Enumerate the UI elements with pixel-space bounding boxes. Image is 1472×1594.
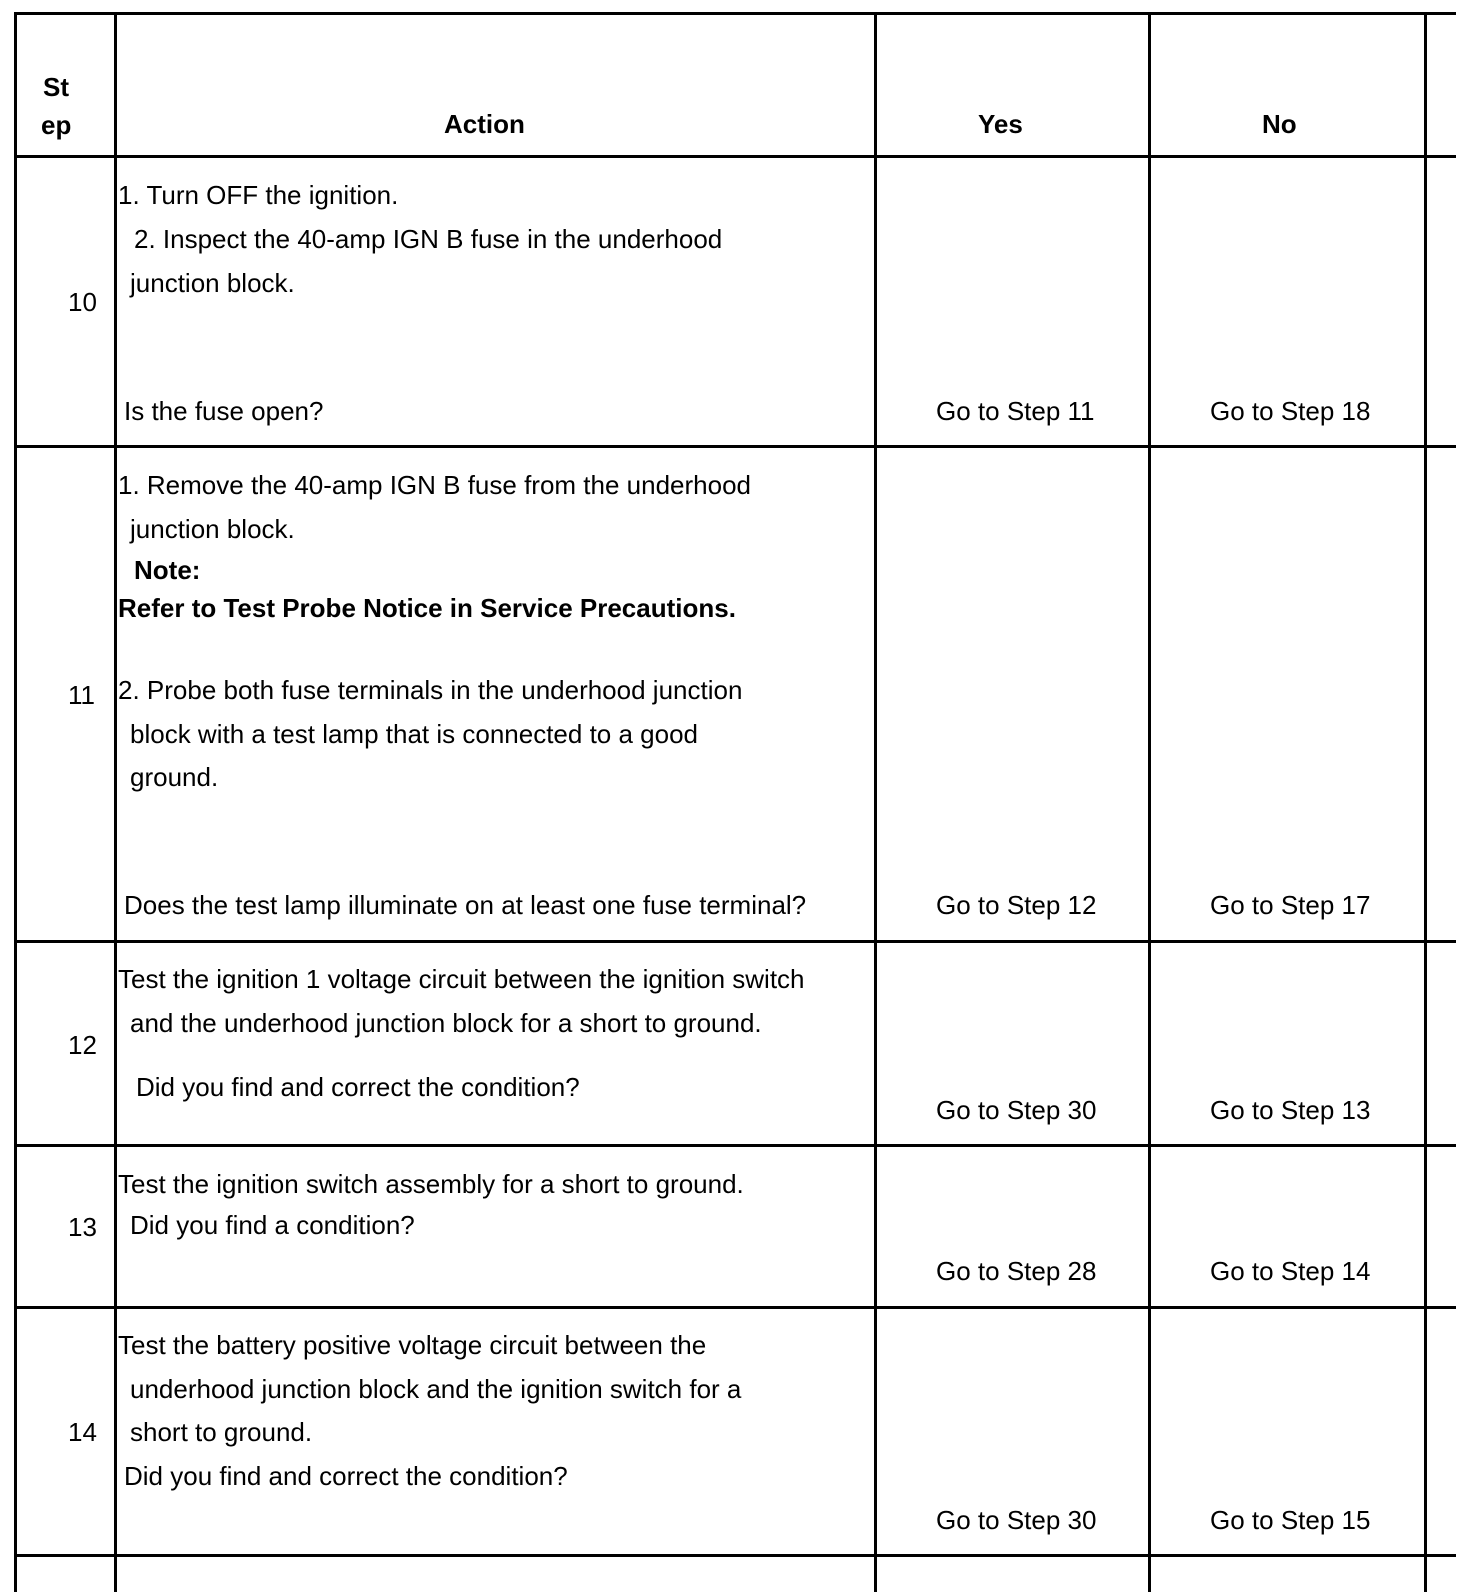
- action-line: short to ground.: [130, 1417, 313, 1447]
- action-line: 1. Turn OFF the ignition.: [118, 180, 399, 210]
- action-line: 1. Remove the 40-amp IGN B fuse from the underhood: [118, 470, 752, 500]
- no-target: Go to Step 14: [1210, 1256, 1371, 1286]
- action-question: Does the test lamp illuminate on at least one fuse terminal?: [124, 890, 807, 920]
- row-divider-10: [14, 445, 1456, 448]
- action-line: junction block.: [130, 268, 295, 298]
- action-line: Test the ignition switch assembly for a short to ground.: [118, 1169, 744, 1199]
- step-number: 14: [68, 1417, 97, 1447]
- table-border-bottom: [14, 1554, 1456, 1557]
- yes-target: Go to Step 28: [936, 1256, 1097, 1286]
- note-label: Note:: [134, 555, 201, 585]
- table-border-top: [14, 12, 1456, 15]
- table-border-left: [14, 12, 17, 1592]
- yes-target: Go to Step 30: [936, 1095, 1097, 1125]
- yes-target: Go to Step 12: [936, 890, 1097, 920]
- row-divider-11: [14, 940, 1456, 943]
- action-line: Test the ignition 1 voltage circuit between the ignition switch: [118, 964, 805, 994]
- action-line: Test the battery positive voltage circuit between the: [118, 1330, 707, 1360]
- action-question: Did you find and correct the condition?: [136, 1072, 580, 1102]
- no-target: Go to Step 15: [1210, 1505, 1371, 1535]
- note-text: Refer to Test Probe Notice in Service Precautions.: [118, 593, 736, 623]
- action-question: Is the fuse open?: [124, 396, 324, 426]
- header-step-line1: St: [43, 72, 69, 102]
- row-divider-12: [14, 1144, 1456, 1147]
- action-line: junction block.: [130, 514, 295, 544]
- step-number: 10: [68, 287, 97, 317]
- header-step-line2: ep: [41, 110, 72, 140]
- yes-target: Go to Step 30: [936, 1505, 1097, 1535]
- action-line: underhood junction block and the ignition switch for a: [130, 1374, 742, 1404]
- header-no: No: [1262, 109, 1297, 139]
- diagnostic-table: [14, 12, 1456, 1592]
- column-divider-action: [874, 12, 877, 1592]
- header-yes: Yes: [978, 109, 1023, 139]
- yes-target: Go to Step 11: [936, 396, 1095, 426]
- action-line: block with a test lamp that is connected to a good: [130, 719, 699, 749]
- action-question: Did you find a condition?: [130, 1210, 415, 1240]
- header-divider: [14, 155, 1456, 158]
- no-target: Go to Step 17: [1210, 890, 1371, 920]
- action-line: and the underhood junction block for a short to ground.: [130, 1008, 762, 1038]
- action-line: 2. Probe both fuse terminals in the underhood junction: [118, 675, 743, 705]
- action-line: 2. Inspect the 40-amp IGN B fuse in the underhood: [134, 224, 723, 254]
- step-number: 12: [68, 1030, 97, 1060]
- header-action: Action: [444, 109, 525, 139]
- table-border-right: [1424, 12, 1427, 1592]
- column-divider-step: [114, 12, 117, 1592]
- row-divider-13: [14, 1306, 1456, 1309]
- no-target: Go to Step 13: [1210, 1095, 1371, 1125]
- no-target: Go to Step 18: [1210, 396, 1371, 426]
- step-number: 11: [68, 680, 95, 710]
- action-line: ground.: [130, 762, 219, 792]
- column-divider-yes: [1148, 12, 1151, 1592]
- step-number: 13: [68, 1212, 97, 1242]
- action-question: Did you find and correct the condition?: [124, 1461, 568, 1491]
